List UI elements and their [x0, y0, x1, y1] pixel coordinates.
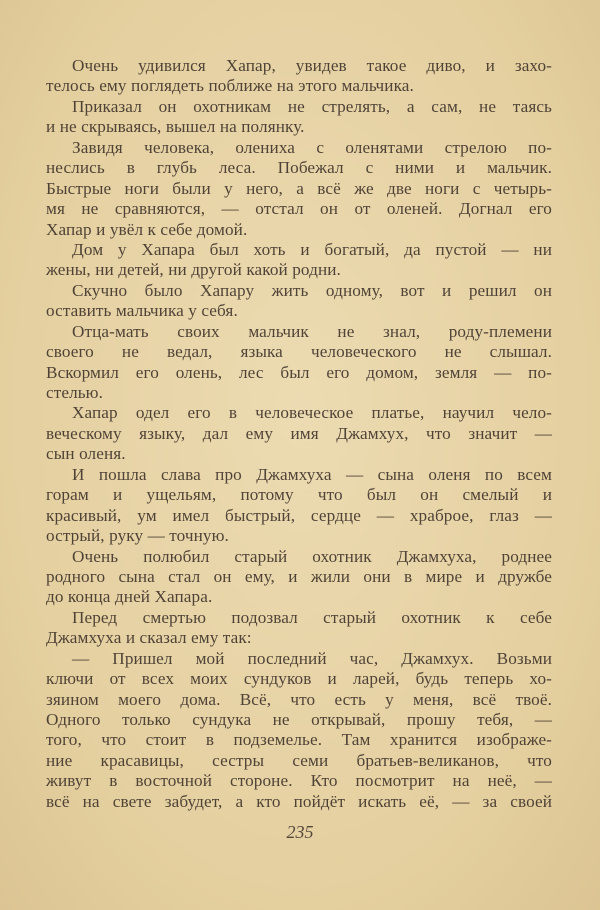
text-line: сын оленя. [46, 444, 126, 464]
text-line: Очень удивился Хапар, увидев такое диво, и захо- [72, 56, 552, 75]
text-line: мя не сравняются, — отстал он от оленей. Догнал его [46, 199, 552, 219]
text-line: Одного только сундука не открывай, прошу тебя, — [46, 710, 552, 729]
text-line: горам и ущельям, потому что был он смелый и [46, 485, 552, 505]
text-line: неслись в глубь леса. Побежал с ними и мальчик. [46, 158, 552, 178]
text-line: всё на свете забудет, а кто пойдёт искать её, — за своей [46, 791, 552, 811]
text-line: жены, ни детей, ни другой какой родни. [46, 260, 341, 280]
page-number: 235 [286, 822, 314, 842]
text-line: оставить мальчика у себя. [46, 301, 238, 321]
text-line: и не скрываясь, вышел на полянку. [46, 117, 305, 137]
text-line: ние красавицы, сестры семи братьев-великанов, что [46, 750, 552, 770]
text-line: Приказал он охотникам не стрелять, а сам, не таясь [72, 96, 552, 116]
text-line: того, что стоит в подземелье. Там хранится изображе- [46, 730, 552, 750]
text-line: острый, руку — точную. [46, 526, 229, 546]
text-line: Хапар и увёл к себе домой. [46, 219, 248, 239]
text-line: Хапар одел его в человеческое платье, научил чело- [72, 403, 552, 423]
text-line: И пошла слава про Джамхуха — сына оленя по всем [72, 464, 552, 484]
text-line: Скучно было Хапару жить одному, вот и решил он [72, 280, 552, 300]
text-line: красивый, ум имел быстрый, сердце — храброе, глаз — [46, 505, 552, 525]
text-line: живут в восточной стороне. Кто посмотрит на неё, — [46, 771, 552, 791]
text-line: Джамхуха и сказал ему так: [46, 628, 252, 648]
text-line: до конца дней Хапара. [46, 587, 213, 607]
text-line: ключи от всех моих сундуков и ларей, будь теперь хо- [46, 669, 552, 689]
text-line: Дом у Хапара был хоть и богатый, да пустой — ни [72, 239, 552, 259]
text-line: Вскормил его олень, лес был его домом, земля — по- [46, 362, 552, 382]
text-line: стелью. [46, 383, 104, 402]
page-body-text [46, 56, 552, 812]
text-line: веческому языку, дал ему имя Джамхух, что значит — [46, 423, 552, 443]
text-line: Завидя человека, олениха с оленятами стрелою по- [72, 137, 552, 157]
text-line: Быстрые ноги были у него, а всё же две ноги с четырь- [46, 178, 552, 198]
text-line: — Пришел мой последний час, Джамхух. Возьми [72, 648, 552, 668]
text-line: Очень полюбил старый охотник Джамхуха, роднее [72, 546, 552, 566]
text-line: своего не ведал, языка человеческого не слышал. [46, 342, 552, 362]
text-line: Перед смертью подозвал старый охотник к себе [72, 607, 552, 627]
text-line: родного сына стал он ему, и жили они в мире и дружбе [46, 566, 552, 586]
text-line: Отца-мать своих мальчик не знал, роду-племени [72, 321, 552, 341]
text-line: зяином моего дома. Всё, что есть у меня, всё твоё. [46, 689, 552, 709]
text-line: телось ему поглядеть поближе на этого мальчика. [46, 76, 414, 96]
